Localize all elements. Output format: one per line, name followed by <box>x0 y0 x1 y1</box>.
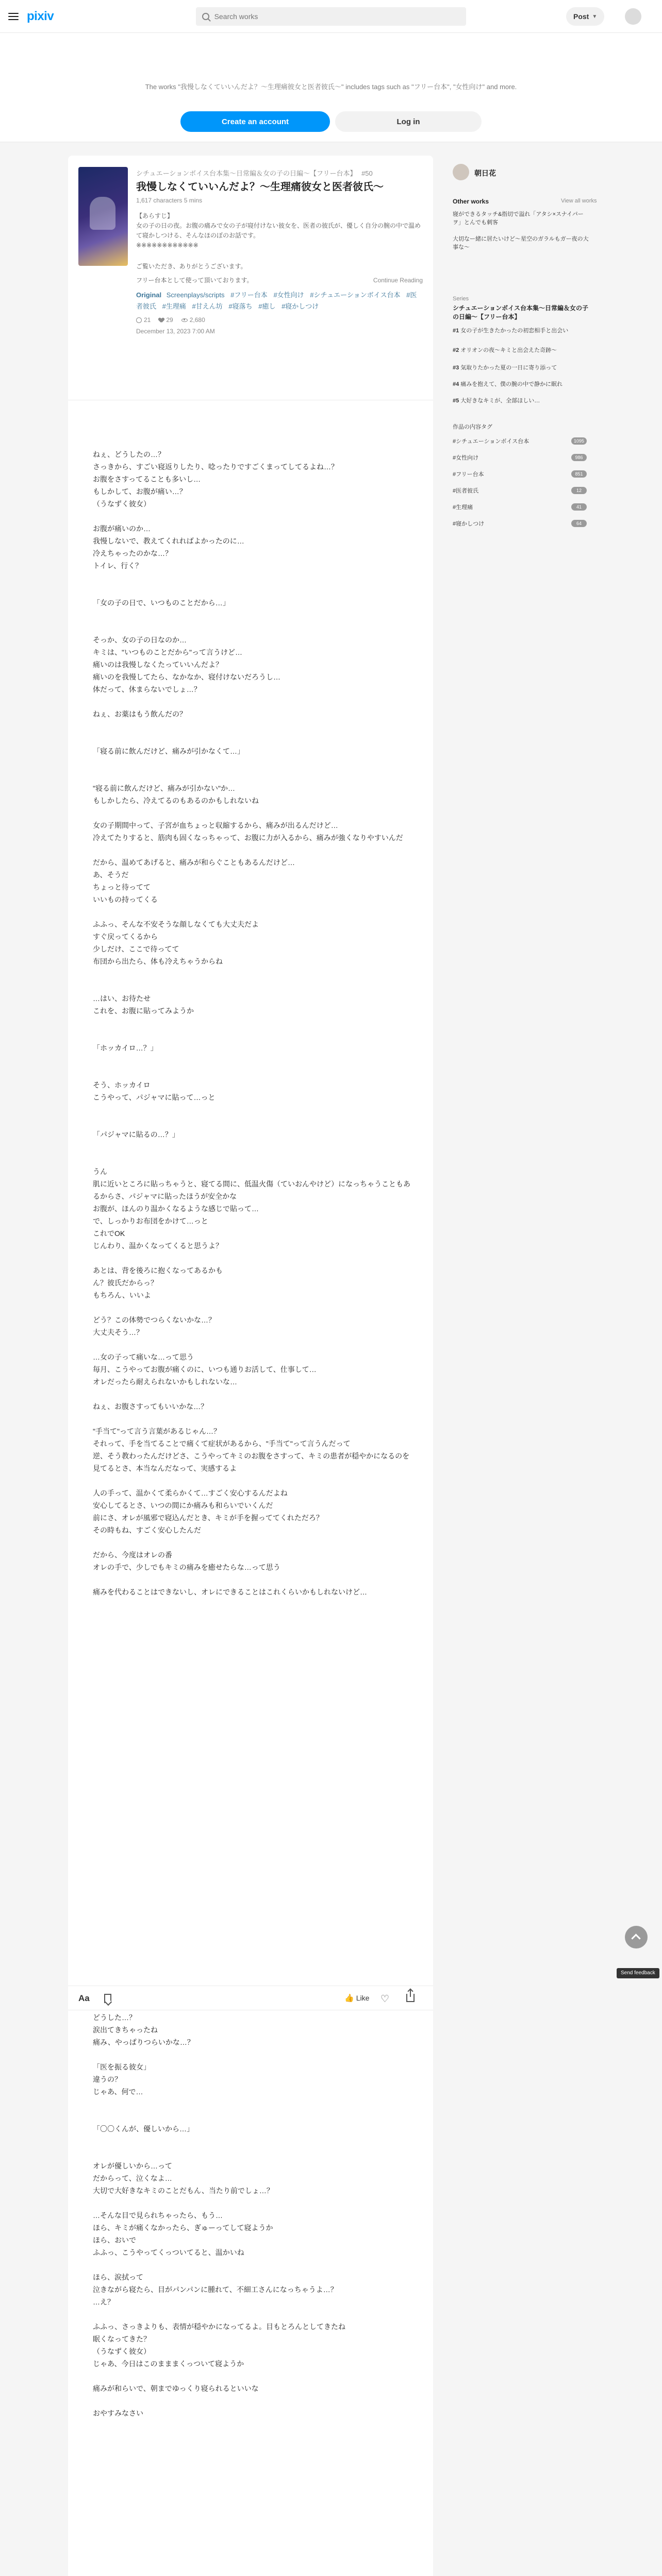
search-bar[interactable] <box>196 7 466 26</box>
episode-title: 気取りたかった夏の一日に寄り添って <box>460 365 557 371</box>
sidebar-tag[interactable] <box>453 486 589 496</box>
view-count-value: 2,680 <box>189 316 205 324</box>
sidebar-tag[interactable] <box>453 453 589 463</box>
thanks-text: ご覧いただき、ありがとうございます。 <box>136 263 247 270</box>
other-works-heading: Other works <box>453 198 489 205</box>
heart-icon <box>159 318 164 323</box>
tag-count-badge: 64 <box>571 520 587 527</box>
episode-number: #1 <box>453 328 459 334</box>
tag-item[interactable]: #フリー台本 <box>230 291 268 299</box>
create-account-button[interactable]: Create an account <box>180 111 330 132</box>
signup-promo <box>0 33 662 142</box>
series-number: #50 <box>361 170 373 177</box>
work-caption: 【あらすじ】 女の子の日の夜。お腹の痛みで女の子が寝付けない彼女を、医者の彼氏が、優しく自分の腕の中で温めて寝かしつける、そんなほのぼのお話です。 ※※※※※※※※※※※※ <box>136 212 421 249</box>
login-button[interactable]: Log in <box>335 111 482 132</box>
tag-name: #寝かしつけ <box>453 521 485 527</box>
like-count <box>136 316 151 324</box>
novel-body-part1: ねぇ、どうしたの…？ さっきから、すごい寝返りしたり、唸ったりですごくまってしてるよね…？ お腹をさすってることも多いし… もしかして、お腹が痛い…？ （うなずく彼女） お腹が痛いのか… 我慢しないで、教えてくれればよかったのに… 冷えちゃったのかな…？ トイレ、行く？ 「女の子の日で、いつものことだから…」 そっか、女の子の日なのか… キミは、"いつものことだから"って言うけど… 痛いのは我慢しなくたっていいんだよ？ 痛いのを我慢してたら、なかなか、寝付けないだろうし… 体だって、休まらないでしょ…？ ねぇ、お薬はもう飲んだの？ 「寝る前に飲んだけど、痛みが引かなくて…」 "寝る前に飲んだけど、痛みが引かない"か… もしかしたら、冷えてるのもあるのかもしれないね 女の子期間中って、子宮が血ちょっと収縮するから、痛みが出るんだけど… 冷えてたりすると、筋肉も固くなっちゃって、お腹に力が入るから、痛みが強くなりやすいんだ だから、温めてあげると、痛みが和らぐこともあるんだけど… あ、そうだ ちょっと待ってて いいもの持ってくる ふふっ、そんな不安そうな顔しなくても大丈夫だよ すぐ戻ってくるから 少しだけ、ここで待ってて 布団から出たら、体も冷えちゃうからね …はい、お待たせ これを、お腹に貼ってみようか 「ホッカイロ…？」 そう、ホッカイロ こうやって、パジャマに貼って…っと 「パジャマに貼るの…？」 うん 肌に近いところに貼っちゃうと、寝てる間に、低温火傷（ていおんやけど）になっちゃうこともあるからさ、パジャマに貼ったほうが安全かな お腹が、ほんのり温かくなるような感じで貼って… で、しっかりお布団をかけて…っと これでOK じんわり、温かくなってくると思うよ？ あとは、背を後ろに抱くなってあるかも ん？彼氏だからっ？ もちろん、いいよ どう？この体勢でつらくないかな…？ 大丈夫そう…？ …女の子って痛いな…って思う 毎月、こうやってお腹が痛くのに、いつも通りお活して、仕事して… オレだったら耐えられないかもしれないな… ねぇ、お腹さすってもいいかな…？ "手当て"って言う言葉があるじゃん…？ それって、手を当てることで痛くて症状があるから、"手当て"って言うんだって 逆、そう教わったんだけどさ、こうやってキミのお腹をさすって、キミの患者が穏やかになるのを見てるとさ、本当なんだなって、実感するよ 人の手って、温かくて柔らかくて…すごく安心するんだよね 安心してるとさ、いつの間にか痛みも和らいでいくんだ 前にさ、オレが風邪で寝込んだとき、キミが手を握っててくれただろ？ その時もね、すごく安心したんだ だから、今度はオレの番 オレの手で、少しでもキミの痛みを癒せたらな…って思う 痛みを代わることはできないし、オレにできることはこれくらいかもしれないけど… <box>93 450 410 1596</box>
tag-name: #女性向け <box>453 455 479 461</box>
cover-image[interactable] <box>78 167 128 266</box>
series-episode[interactable] <box>453 327 589 335</box>
post-date: December 13, 2023 7:00 AM <box>136 328 215 335</box>
tag-item[interactable]: #医者彼氏 <box>136 291 417 310</box>
episode-number: #3 <box>453 365 459 371</box>
tag-item[interactable]: #寝かしつけ <box>282 302 319 310</box>
sidebar-tag[interactable] <box>453 519 589 529</box>
other-work-item[interactable]: 大切なー緒に居たいけど〜星空のガラルもガー夜の大事な〜 <box>453 236 589 250</box>
thumbs-up-icon: 👍 <box>344 1994 354 2003</box>
reading-toolbar <box>68 1986 433 2010</box>
hamburger-menu-icon[interactable] <box>8 13 19 20</box>
work-meta <box>136 169 423 335</box>
note-row <box>136 276 423 284</box>
like-button[interactable] <box>344 1993 369 2003</box>
work-title: 我慢しなくていいんだよ？〜生理痛彼女と医者彼氏〜 <box>136 181 384 193</box>
episode-number: #2 <box>453 347 459 353</box>
sidebar-series-label: Series <box>453 296 469 302</box>
content-tags-heading: 作品の内容タグ <box>453 424 492 430</box>
series-episode[interactable] <box>453 364 589 372</box>
like-count-value: 21 <box>144 316 151 324</box>
bookmark-count <box>159 316 173 324</box>
episode-title: オリオンの夜〜キミと出会えた奇跡〜 <box>460 347 557 353</box>
work-stats: 1,617 characters 5 mins <box>136 197 203 204</box>
novel-main-card <box>68 156 433 2576</box>
user-avatar[interactable] <box>625 8 641 25</box>
chevron-down-icon: ▼ <box>592 13 598 20</box>
tag-item[interactable]: #寝落ち <box>228 302 253 310</box>
episode-title: 大好きなキミが、全部ほしい… <box>460 398 540 404</box>
smile-icon <box>136 317 142 323</box>
series-name[interactable]: シチュエーションボイス台本集〜日常編＆女の子の日編〜【フリー台本】 <box>136 170 357 177</box>
search-input[interactable] <box>213 12 460 21</box>
series-episode[interactable] <box>453 380 589 388</box>
sidebar-tag[interactable] <box>453 503 589 512</box>
tag-item[interactable]: #女性向け <box>273 291 304 299</box>
original-tag[interactable]: Original <box>136 291 162 299</box>
tag-item[interactable]: #生理痛 <box>162 302 186 310</box>
sidebar-author-name[interactable]: 朝日花 <box>474 169 496 177</box>
scroll-to-top-button[interactable] <box>625 1926 648 1948</box>
episode-title: 痛みを抱えて、僕の腕の中で静かに眠れ <box>460 381 563 387</box>
view-count <box>181 316 205 324</box>
continue-reading-link[interactable]: Continue Reading <box>373 276 423 284</box>
reaction-counts <box>136 316 423 324</box>
tag-count-badge: 12 <box>571 487 587 494</box>
bookmark-count-value: 29 <box>166 316 173 324</box>
tag-item[interactable]: #癒し <box>258 302 276 310</box>
episode-number: #5 <box>453 398 459 404</box>
tag-count-badge: 986 <box>571 454 587 461</box>
eye-icon <box>181 318 188 322</box>
episode-title: 女の子が生きたかったの初恋相手と出会い <box>460 328 569 334</box>
post-button[interactable] <box>566 7 604 26</box>
bookmark-icon[interactable] <box>104 1994 111 2003</box>
series-episode[interactable] <box>453 397 589 405</box>
post-label: Post <box>573 12 589 21</box>
sidebar-tag[interactable] <box>453 437 589 446</box>
share-icon[interactable] <box>406 1994 415 2002</box>
tag-list <box>136 290 423 312</box>
episode-number: #4 <box>453 381 459 387</box>
sidebar-tag[interactable] <box>453 470 589 479</box>
series-episode[interactable] <box>453 346 589 354</box>
tag-name: #シチュエーションボイス台本 <box>453 438 529 445</box>
tag-count-badge: 1095 <box>571 437 587 445</box>
promo-text: The works "我慢しなくていいんだよ？〜生理痛彼女と医者彼氏〜" includes tags such as "フリー台本", "女性向け" and more. <box>145 83 517 91</box>
like-label: Like <box>356 1994 370 2002</box>
sidebar-author-avatar[interactable] <box>453 164 469 180</box>
tag-item[interactable]: #シチュエーションボイス台本 <box>310 291 401 299</box>
tag-count-badge: 851 <box>571 470 587 478</box>
sidebar-series-title[interactable]: シチュエーションボイス台本集〜日常編＆女の子の日編〜【フリー台本】 <box>453 304 589 320</box>
tag-item[interactable]: Screenplays/scripts <box>166 291 225 299</box>
tag-name: #生理痛 <box>453 504 473 511</box>
tag-name: #医者彼氏 <box>453 488 479 494</box>
tag-count-badge: 41 <box>571 503 587 511</box>
search-icon <box>202 13 209 20</box>
heart-icon[interactable]: ♡ <box>380 1994 390 2005</box>
pixiv-logo[interactable]: pixiv <box>27 9 54 23</box>
other-work-item[interactable]: 寝ができるタッチ&指切で溢れ「アタシ×スナイパーヲ」とんでも刺客 <box>453 211 584 226</box>
tag-name: #フリー台本 <box>453 471 484 478</box>
series-line[interactable] <box>136 169 423 178</box>
sidebar-view-all-link[interactable]: View all works <box>561 198 597 204</box>
note-text: フリー台本として使って頂いております。 <box>136 277 253 284</box>
send-feedback-button[interactable]: Send feedback <box>617 1968 659 1978</box>
novel-body-part2: どうした…？ 涙出てきちゃったね 痛み、やっぱりつらいかな…？ 「医を振る彼女」 違うの？ じゃあ、何で… 「〇〇くんが、優しいから…」 オレが優しいから…って だからって、泣くなよ… 大切で大好きなキミのことだもん、当たり前でしょ…？ …そんな目で見られちゃったら、もう… ほら、キミが痛くなかったら、ぎゅーってして寝ようか ほら、おいで ふふっ、こうやってくっついてると、温かいね ほら、涙拭って 泣きながら寝たら、目がパンパンに腫れて、不細工さんになっちゃうよ…？ …え？ ふふっ、さっきよりも、表情が穏やかになってるよ。目もとろんとしてきたね 眠くなってきた？ （うなずく彼女） じゃあ、今日はこのまままくっついて寝ようか 痛みが和らいで、朝までゆっくり寝られるといいな おやすみなさい <box>93 2013 345 2417</box>
text-settings-button[interactable]: Aa <box>78 1993 90 2003</box>
tag-item[interactable]: #甘えん坊 <box>192 302 223 310</box>
